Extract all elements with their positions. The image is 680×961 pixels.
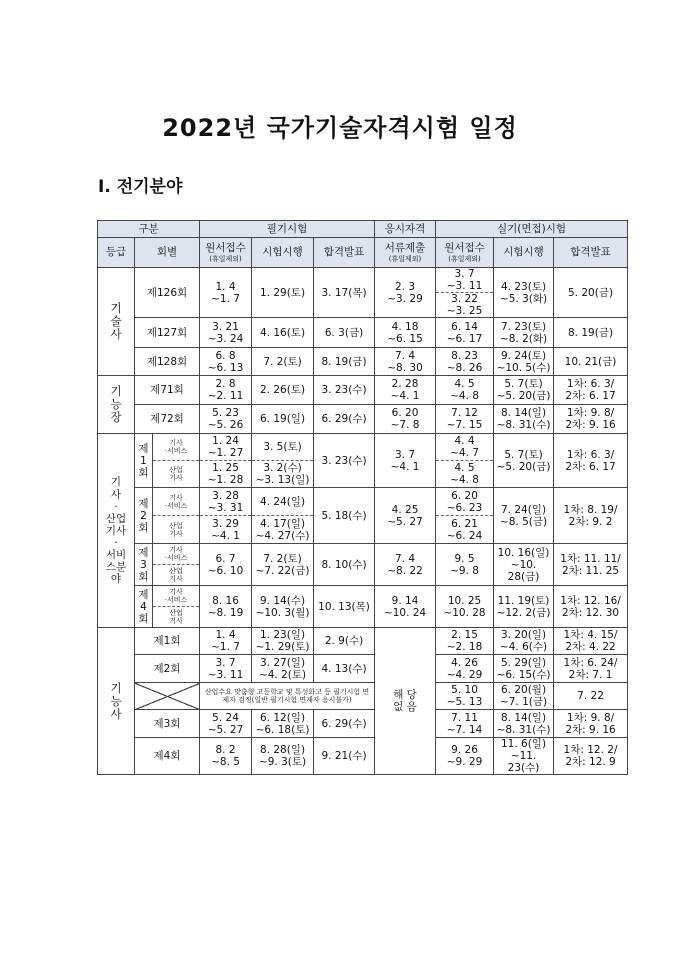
written-apply: 6. 7 ~6. 10 <box>200 544 252 586</box>
written-result: 3. 17(목) <box>314 268 375 318</box>
practical-exam: 3. 20(일) ~4. 6(수) <box>494 628 554 655</box>
written-apply: 2. 8 ~2. 11 <box>200 376 252 405</box>
docs-submission: 2. 28 ~4. 1 <box>375 376 436 405</box>
docs-submission: 4. 18 ~6. 15 <box>375 318 436 348</box>
practical-exam: 7. 24(일) ~8. 5(금) <box>494 488 554 544</box>
practical-exam: 9. 24(토) ~10. 5(수) <box>494 348 554 376</box>
written-exam: 8. 28(일) ~9. 3(토) <box>252 738 314 775</box>
written-exam: 3. 5(토) <box>252 434 314 461</box>
written-apply: 8. 16 ~8. 19 <box>200 586 252 628</box>
round-cell: 제128회 <box>135 348 200 376</box>
written-apply: 3. 7 ~3. 11 <box>200 655 252 683</box>
round-cell: 제3회 <box>135 710 200 738</box>
written-result: 4. 13(수) <box>314 655 375 683</box>
round-cell: 제 2 회 <box>135 488 153 544</box>
table-row <box>98 268 628 293</box>
docs-submission: 7. 4 ~8. 22 <box>375 544 436 586</box>
practical-apply: 6. 21 ~6. 24 <box>436 516 494 544</box>
written-exam: 9. 14(수) ~10. 3(월) <box>252 586 314 628</box>
practical-apply: 4. 26 ~4. 29 <box>436 655 494 683</box>
grade-gineungjang: 기 능 장 <box>98 376 135 434</box>
practical-result: 1차: 6. 3/ 2차: 6. 17 <box>554 434 628 488</box>
practical-apply: 5. 10 ~5. 13 <box>436 683 494 710</box>
docs-submission: 4. 25 ~5. 27 <box>375 488 436 544</box>
round-cell: 제1회 <box>135 628 200 655</box>
written-result: 8. 10(수) <box>314 544 375 586</box>
round-cell: 제71회 <box>135 376 200 405</box>
written-apply: 6. 8 ~6. 13 <box>200 348 252 376</box>
written-result: 2. 9(수) <box>314 628 375 655</box>
practical-exam: 4. 23(토) ~5. 3(화) <box>494 268 554 318</box>
subgrade-sanup: 산업 기사 <box>153 607 200 628</box>
written-exam: 7. 2(토) <box>252 348 314 376</box>
written-exam: 2. 26(토) <box>252 376 314 405</box>
docs-not-applicable: 해 당 없 음 <box>375 628 436 775</box>
practical-exam: 8. 14(일) ~8. 31(수) <box>494 710 554 738</box>
written-result: 6. 3(금) <box>314 318 375 348</box>
written-exam: 1. 29(토) <box>252 268 314 318</box>
header-round: 회별 <box>135 238 200 268</box>
practical-apply: 6. 20 ~6. 23 <box>436 488 494 516</box>
written-apply: 5. 24 ~5. 27 <box>200 710 252 738</box>
page-title: 2022년 국가기술자격시험 일정 <box>162 114 518 142</box>
subgrade-sanup: 산업 기사 <box>153 565 200 586</box>
round-cell-empty <box>135 683 200 710</box>
practical-apply: 7. 11 ~7. 14 <box>436 710 494 738</box>
round-cell: 제127회 <box>135 318 200 348</box>
round-cell: 제4회 <box>135 738 200 775</box>
practical-exam: 11. 6(일) ~11. 23(수) <box>494 738 554 775</box>
table-row <box>98 544 628 565</box>
header-written: 필기시험 <box>200 221 375 238</box>
docs-submission: 2. 3 ~3. 29 <box>375 268 436 318</box>
section-heading: I. 전기분야 <box>98 177 183 197</box>
subgrade-sanup: 산업 기사 <box>153 516 200 544</box>
grade-gisa-sanup: 기 사 · 산업 기사 · 서비 스분 야 <box>98 434 135 628</box>
table-row <box>98 318 628 348</box>
round-cell: 제126회 <box>135 268 200 318</box>
written-result: 8. 19(금) <box>314 348 375 376</box>
header-practical: 실기(면접)시험 <box>436 221 628 238</box>
exam-schedule-table <box>97 220 628 775</box>
table-row <box>98 710 628 738</box>
subgrade-gisa-service: 기사 ·서비스 <box>153 544 200 565</box>
table-row <box>98 405 628 434</box>
table-row <box>98 586 628 607</box>
practical-exam: 5. 7(토) ~5. 20(금) <box>494 434 554 488</box>
practical-exam: 5. 7(토) ~5. 20(금) <box>494 376 554 405</box>
practical-apply: 6. 14 ~6. 17 <box>436 318 494 348</box>
header-practical-apply: 원서접수 (휴일제외) <box>436 238 494 268</box>
practical-result: 1차: 4. 15/ 2차: 4. 22 <box>554 628 628 655</box>
docs-submission: 9. 14 ~10. 24 <box>375 586 436 628</box>
header-written-result: 합격발표 <box>314 238 375 268</box>
exemption-note: 산업수요 맞춤형 고등학교 및 특성화고 등 필기시험 면제자 검정(일반 필기시험 면제자 응시불가) <box>200 683 375 710</box>
written-exam: 4. 24(일) <box>252 488 314 516</box>
round-cell: 제 3 회 <box>135 544 153 586</box>
round-cell: 제72회 <box>135 405 200 434</box>
written-exam: 6. 19(일) <box>252 405 314 434</box>
grade-gisulsa: 기 술 사 <box>98 268 135 376</box>
practical-apply: 10. 25 ~10. 28 <box>436 586 494 628</box>
practical-result: 7. 22 <box>554 683 628 710</box>
written-apply: 1. 4 ~1. 7 <box>200 268 252 318</box>
practical-result: 1차: 11. 11/ 2차: 11. 25 <box>554 544 628 586</box>
written-result: 6. 29(수) <box>314 710 375 738</box>
practical-exam: 10. 16(일) ~10. 28(금) <box>494 544 554 586</box>
practical-apply: 4. 5 ~4. 8 <box>436 376 494 405</box>
header-row-bottom <box>98 238 628 268</box>
practical-exam: 7. 23(토) ~8. 2(화) <box>494 318 554 348</box>
header-row-top <box>98 221 628 238</box>
written-exam: 1. 23(일) ~1. 29(토) <box>252 628 314 655</box>
subgrade-gisa-service: 기사 ·서비스 <box>153 488 200 516</box>
written-exam: 4. 17(일) ~4. 27(수) <box>252 516 314 544</box>
docs-submission: 7. 4 ~8. 30 <box>375 348 436 376</box>
subgrade-gisa-service: 기사 ·서비스 <box>153 586 200 607</box>
header-practical-exam: 시험시행 <box>494 238 554 268</box>
practical-exam: 5. 29(일) ~6. 15(수) <box>494 655 554 683</box>
practical-result: 10. 21(금) <box>554 348 628 376</box>
table-row <box>98 434 628 461</box>
written-apply: 3. 21 ~3. 24 <box>200 318 252 348</box>
table-row <box>98 488 628 516</box>
table-row <box>98 376 628 405</box>
written-apply: 3. 28 ~3. 31 <box>200 488 252 516</box>
table-row <box>98 628 628 655</box>
practical-apply: 3. 22 ~3. 25 <box>436 293 494 318</box>
practical-result: 8. 19(금) <box>554 318 628 348</box>
practical-result: 1차: 12. 2/ 2차: 12. 9 <box>554 738 628 775</box>
subgrade-sanup: 산업 기사 <box>153 461 200 488</box>
practical-result: 1차: 6. 24/ 2차: 7. 1 <box>554 655 628 683</box>
round-cell: 제 4 회 <box>135 586 153 628</box>
round-cell: 제2회 <box>135 655 200 683</box>
practical-exam: 6. 20(월) ~7. 1(금) <box>494 683 554 710</box>
subgrade-gisa-service: 기사 ·서비스 <box>153 434 200 461</box>
written-result: 6. 29(수) <box>314 405 375 434</box>
practical-apply: 2. 15 ~2. 18 <box>436 628 494 655</box>
written-apply: 1. 4 ~1. 7 <box>200 628 252 655</box>
practical-exam: 8. 14(일) ~8. 31(수) <box>494 405 554 434</box>
header-grade: 등급 <box>98 238 135 268</box>
written-exam: 3. 27(일) ~4. 2(토) <box>252 655 314 683</box>
written-result: 3. 23(수) <box>314 434 375 488</box>
written-result: 10. 13(목) <box>314 586 375 628</box>
practical-apply: 3. 7 ~3. 11 <box>436 268 494 293</box>
practical-apply: 4. 5 ~4. 8 <box>436 461 494 488</box>
round-cell: 제 1 회 <box>135 434 153 488</box>
table-row <box>98 683 628 710</box>
written-exam: 3. 2(수) ~3. 13(일) <box>252 461 314 488</box>
practical-result: 1차: 9. 8/ 2차: 9. 16 <box>554 710 628 738</box>
written-result: 3. 23(수) <box>314 376 375 405</box>
table-row <box>98 348 628 376</box>
practical-apply: 9. 5 ~9. 8 <box>436 544 494 586</box>
practical-apply: 8. 23 ~8. 26 <box>436 348 494 376</box>
practical-result: 5. 20(금) <box>554 268 628 318</box>
written-exam: 7. 2(토) ~7. 22(금) <box>252 544 314 586</box>
written-apply: 1. 24 ~1. 27 <box>200 434 252 461</box>
header-category: 구분 <box>98 221 200 238</box>
practical-result: 1차: 12. 16/ 2차: 12. 30 <box>554 586 628 628</box>
written-exam: 6. 12(일) ~6. 18(토) <box>252 710 314 738</box>
practical-result: 1차: 8. 19/ 2차: 9. 2 <box>554 488 628 544</box>
written-apply: 3. 29 ~4. 1 <box>200 516 252 544</box>
practical-exam: 11. 19(토) ~12. 2(금) <box>494 586 554 628</box>
practical-result: 1차: 6. 3/ 2차: 6. 17 <box>554 376 628 405</box>
practical-apply: 4. 4 ~4. 7 <box>436 434 494 461</box>
header-docs: 서류제출 (휴일제외) <box>375 238 436 268</box>
written-apply: 8. 2 ~8. 5 <box>200 738 252 775</box>
written-result: 9. 21(수) <box>314 738 375 775</box>
table-row <box>98 738 628 775</box>
header-practical-result: 합격발표 <box>554 238 628 268</box>
practical-apply: 7. 12 ~7. 15 <box>436 405 494 434</box>
grade-gineungsa: 기 능 사 <box>98 628 135 775</box>
written-apply: 1. 25 ~1. 28 <box>200 461 252 488</box>
written-exam: 4. 16(토) <box>252 318 314 348</box>
practical-apply: 9. 26 ~9. 29 <box>436 738 494 775</box>
header-written-apply: 원서접수 (휴일제외) <box>200 238 252 268</box>
docs-submission: 6. 20 ~7. 8 <box>375 405 436 434</box>
docs-submission: 3. 7 ~4. 1 <box>375 434 436 488</box>
practical-result: 1차: 9. 8/ 2차: 9. 16 <box>554 405 628 434</box>
header-written-exam: 시험시행 <box>252 238 314 268</box>
header-eligibility: 응시자격 <box>375 221 436 238</box>
table-row <box>98 655 628 683</box>
written-apply: 5. 23 ~5. 26 <box>200 405 252 434</box>
written-result: 5. 18(수) <box>314 488 375 544</box>
